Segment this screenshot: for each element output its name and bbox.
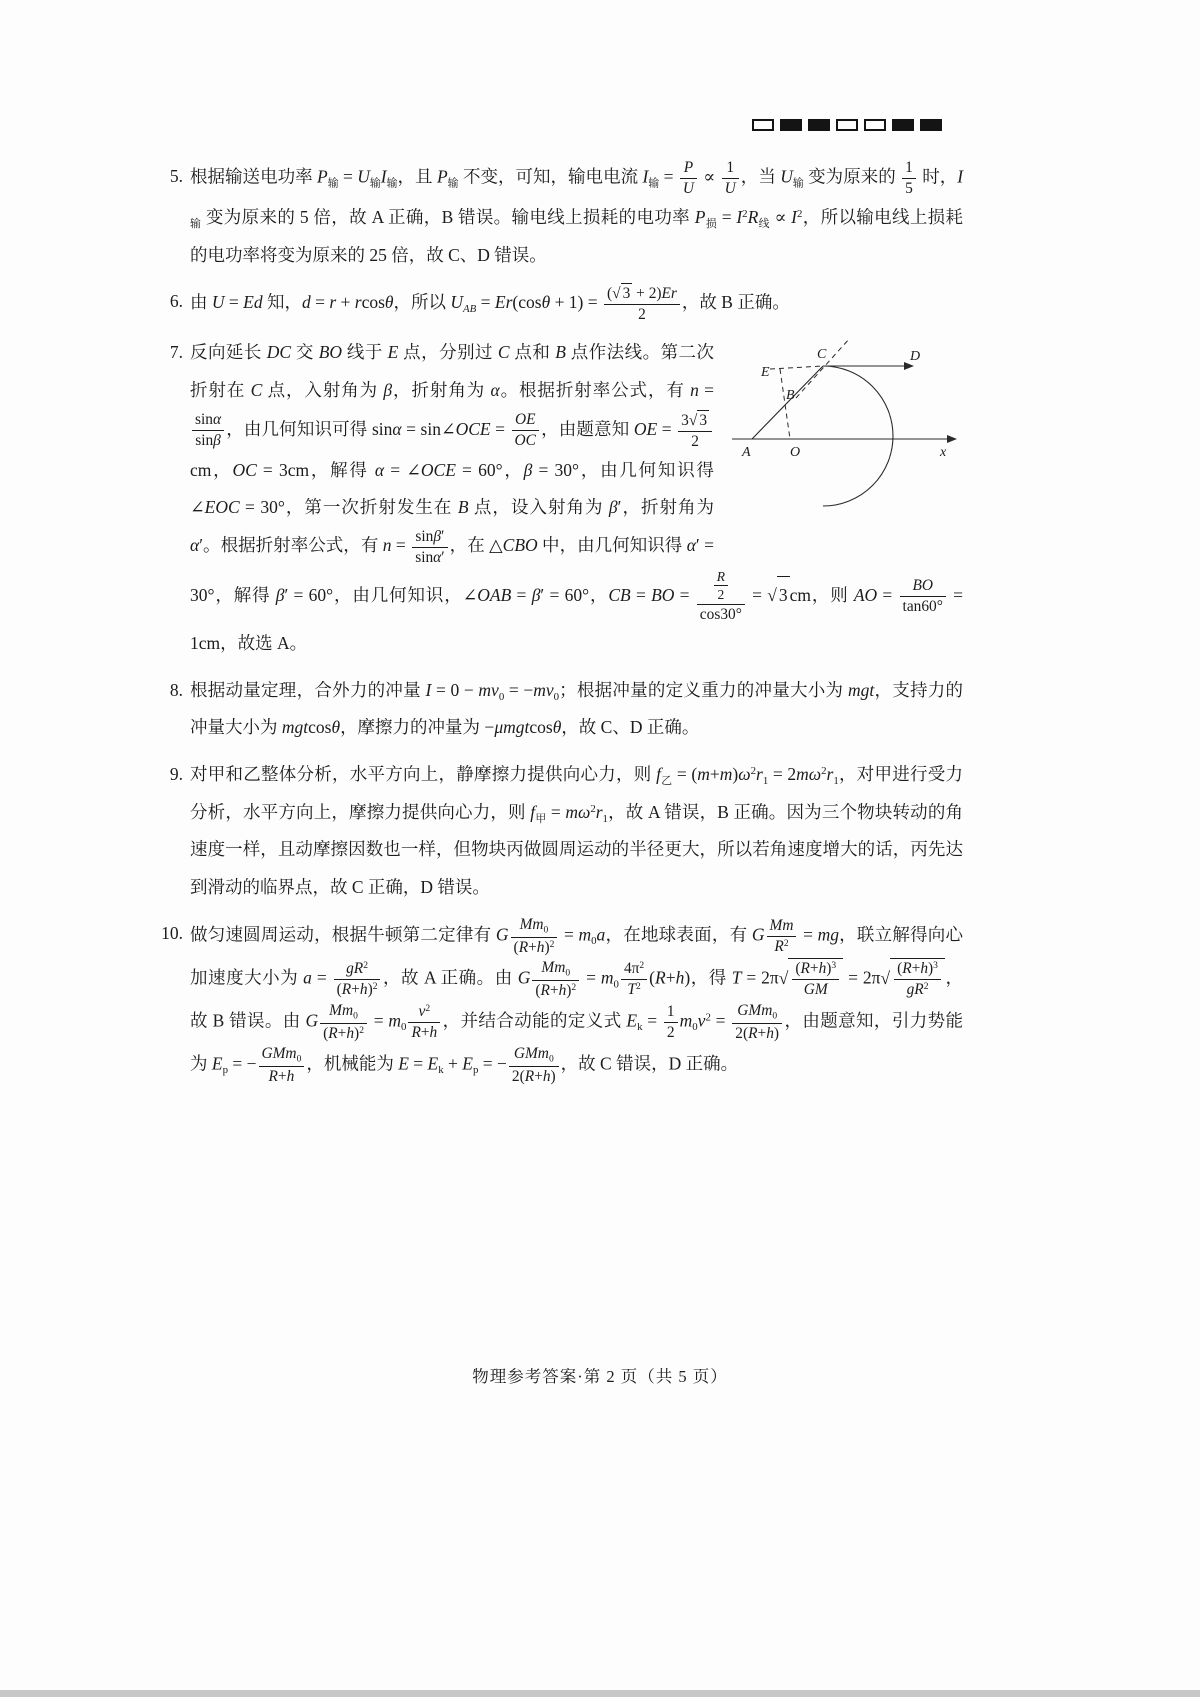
line-EO-dashed [780, 369, 790, 439]
item-number: 5. [169, 166, 183, 186]
figure-label-o: O [790, 445, 801, 461]
figure-label-a: A [742, 445, 751, 461]
mark-square [752, 119, 774, 131]
page-footer: 物理参考答案·第 2 页（共 5 页） [472, 1367, 728, 1386]
item-number: 7. [169, 342, 183, 363]
scan-edge-strip [0, 1690, 1200, 1697]
figure-label-d: D [910, 349, 921, 365]
item-text: 做匀速圆周运动，根据牛顿第二定律有 G $\frac{Mm_0}{(R+h)^2}$ = $m_0a$，在地球表面，有 G $\frac{Mm}{R^2}$ = mg，联立解得向心加速度大小为 a = $\frac{gR^2}{(R+h)^2}$ ，故 A 正确。由 G $\frac{Mm_0}{(R+h)^2}$ = $m_0$ $\frac{4\pi^2}{T^2}$ (R+h)，得 T = 2π √ $\frac{(R+h)^3}{GM}$ = 2π √ $\frac{(R+h)^3}{gR^2}$ ，故 B 错误。由 G $\frac{Mm_0}{(R+h)^2}$ = $m_0$ $\frac{v^2}{R+h}$ ，并结合动能的定义式 $E_k$ = $\frac{1}{2}$ $m_0v^2$ = GMm$_0$ 2(R+h) ，由题意知，引力势能为 $E_p$ = − GMm$_0$ R+h ，机械能为 $E = E_k + E_p$ = − GMm$_0$ 2(R+h) ，故 C 错误，D 正确。 [190, 915, 963, 1086]
mark-square [864, 119, 886, 131]
mark-square [920, 119, 942, 131]
answer-item-7 [148, 334, 963, 662]
line-EC-dashed [770, 366, 823, 369]
item-text: 反向延长 DC 交 BO 线于 E 点，分别过 C 点和 B 点作法线。第二次折射在 C 点，入射角为 β，折射角为 α。根据折射率公式，有 n = $\frac{\sin\alpha}{\sin\beta}$ ，由几何知识可得 sinα = sin∠OCE = $\frac{OE}{OC}$ ，由题意知 OE = $\frac{3 √ 3}{2}$ cm，OC = 3cm，解得 α = ∠OCE = 60°，β = 30°，由几何知识得 ∠EOC = 30°，第一次折射发生在 B 点，设入射角为 β′，折射角为 α′。根据折射率公式，有 n = $\frac{\sin\beta'}{\sin\alpha'}$ ，在 △CBO 中，由几何知识得 α′ = 30°，解得 β′ = 60°，由几何知识，∠OAB = β′ = 60°，CB = BO = $\frac{\frac{R}{2}}{\cos 30^\circ}$ = √ 3 cm，则 AO = $\frac{BO}{\tan 60^\circ}$ = 1cm，故选 A。 [190, 342, 963, 653]
item-number: 6. [169, 291, 183, 312]
figure-label-b: B [786, 388, 795, 404]
mark-square [836, 119, 858, 131]
item-number: 10. [161, 923, 183, 944]
mark-square [808, 119, 830, 131]
answer-item-5 [148, 158, 963, 274]
figure-label-x: x [940, 445, 947, 461]
item-text-wrap [190, 334, 963, 662]
item-text: 由 U = Ed 知，d = r + rcosθ，所以 $U_{AB} = Er(\cos\theta + 1)$ = $\frac{( √ 3 + 2)Er}{2}$ ，故 B 正确。 [190, 283, 963, 325]
item-text: 根据动量定理，合外力的冲量 $I = 0 - mv_0 = -mv_0$；根据冲量的定义重力的冲量大小为 mgt，支持力的冲量大小为 mgtcosθ，摩擦力的冲量为 −μmgtcosθ，故 C、D 正确。 [190, 679, 963, 738]
mark-square [780, 119, 802, 131]
answer-item-8 [148, 672, 963, 747]
x-axis-arrowhead [947, 435, 957, 443]
item-number: 9. [169, 763, 183, 784]
refraction-diagram [728, 336, 963, 536]
figure-label-e: E [761, 365, 770, 381]
item-text: 根据输送电功率 $P_输 = U_输I_输$，且 $P_输$ 不变，可知，输电电流 $I_输$ = $\frac{P}{U}$ ∝ $\frac{1}{U}$ ，当 $U_输$ 变为原来的 $\frac{1}{5}$ 时，$I_输$ 变为原来的 5 倍，故 A 正确，B 错误。输电线上损耗的电功率 $P_损 = I^2R_线 \propto I^2$，所以输电线上损耗的电功率将变为原来的 25 倍，故 C、D 错误。 [190, 159, 964, 265]
figure-label-c: C [817, 347, 827, 363]
answer-item-9 [148, 756, 963, 907]
mark-square [892, 119, 914, 131]
answer-item-6 [148, 283, 963, 325]
semicircle-arc [823, 366, 893, 506]
registration-marks [752, 119, 942, 131]
answers-column [148, 158, 963, 1096]
answer-item-10 [148, 915, 963, 1086]
item-number: 8. [169, 679, 183, 700]
item-text: 对甲和乙整体分析，水平方向上，静摩擦力提供向心力，则 $f_乙 = (m+m)\omega^2r_1 = 2m\omega^2r_1$，对甲进行受力分析，水平方向上，摩擦力提供向心力，则 $f_甲 = m\omega^2r_1$，故 A 错误，B 正确。因为三个物块转动的角速度一样，且动摩擦因数也一样，但物块丙做圆周运动的半径更大，所以若角速度增大的话，丙先达到滑动的临界点，故 C 正确，D 错误。 [190, 763, 964, 897]
